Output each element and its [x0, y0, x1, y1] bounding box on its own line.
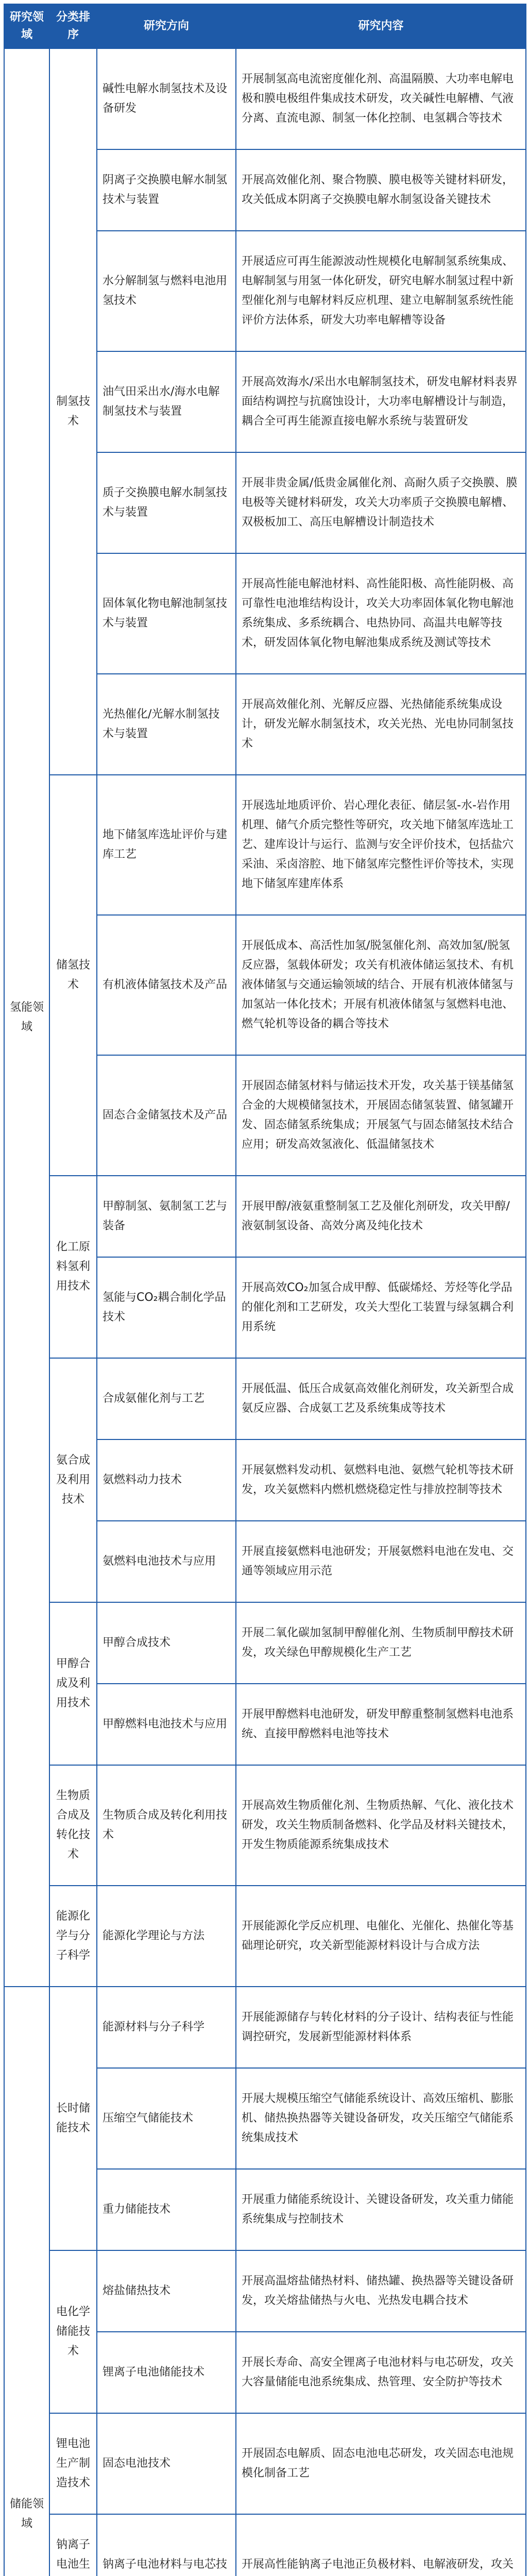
content-cell: 开展高性能钠离子电池正负极材料、电解液研发，攻关 [236, 2514, 526, 2576]
content-cell: 开展固态电解质、固态电池电芯研发，攻关固态电池规模化制备工艺 [236, 2413, 526, 2514]
category-na-mfg: 钠离子电池生 [49, 2514, 97, 2576]
header-row [4, 4, 526, 48]
content-cell: 开展固态储氢材料与储运技术开发，攻关基于镁基储氢合金的大规模储氢技术，开展固态储氢装置、储氢罐开发、固态储氢系统集成；开展氢气与固态储氢技术结合应用；研发高效氢液化、低温储氢技术 [236, 1055, 526, 1176]
content-cell: 开展重力储能系统设计、关键设备研发，攻关重力储能系统集成与控制技术 [236, 2169, 526, 2250]
field-storage: 储能领域 [4, 1987, 49, 2576]
content-cell: 开展能源储存与转化材料的分子设计、结构表征与性能调控研究，发展新型能源材料体系 [236, 1987, 526, 2068]
content-cell: 开展大规模压缩空气储能系统设计、高效压缩机、膨胀机、储热换热器等关键设备研发，攻关压缩空气储能系统集成技术 [236, 2068, 526, 2169]
table-row [4, 1358, 526, 1439]
category-methanol: 甲醇合成及利用技术 [49, 1602, 97, 1765]
table-row [4, 1176, 526, 1257]
content-cell: 开展选址地质评价、岩心理化表征、储层氢-水-岩作用机理、储气介质完整性等研究，攻关地下储氢库选址工艺、建库设计与运行、监测与安全评价技术，包括盐穴采油、采卤溶腔、地下储氢库完整性评价等技术，实现地下储氢库建库体系 [236, 775, 526, 915]
category-long-storage: 长时储能技术 [49, 1987, 97, 2250]
table-row [4, 1602, 526, 1684]
header-content: 研究内容 [236, 4, 526, 48]
direction-cell: 合成氨催化剂与工艺 [97, 1358, 236, 1439]
category-h-chem: 化工原料氢利用技术 [49, 1176, 97, 1358]
content-cell: 开展非贵金属/低贵金属催化剂、高耐久质子交换膜、膜电极等关键材料研发，攻关大功率质子交换膜电解槽、双极板加工、高压电解槽设计制造技术 [236, 452, 526, 553]
table-row [4, 1765, 526, 1886]
direction-cell: 光热催化/光解水制氢技术与装置 [97, 674, 236, 775]
content-cell: 开展能源化学反应机理、电催化、光催化、热催化等基础理论研究，攻关新型能源材料设计与合成方法 [236, 1886, 526, 1987]
direction-cell: 压缩空气储能技术 [97, 2068, 236, 2169]
direction-cell: 能源材料与分子科学 [97, 1987, 236, 2068]
direction-cell: 能源化学理论与方法 [97, 1886, 236, 1987]
category-li-mfg: 锂电池生产制造技术 [49, 2413, 97, 2514]
direction-cell: 氢能与CO₂耦合制化学品技术 [97, 1257, 236, 1358]
direction-cell: 地下储氢库选址评价与建库工艺 [97, 775, 236, 915]
direction-cell: 甲醇燃料电池技术与应用 [97, 1684, 236, 1765]
category-h-store: 储氢技术 [49, 775, 97, 1176]
header-direction: 研究方向 [97, 4, 236, 48]
direction-cell: 锂离子电池储能技术 [97, 2332, 236, 2413]
table-row [4, 2250, 526, 2332]
direction-cell: 氨燃料动力技术 [97, 1439, 236, 1521]
content-cell: 开展高效海水/采出水电解制氢技术，研发电解材料表界面结构调控与抗腐蚀设计，大功率电解槽设计与制造，耦合全可再生能源直接电解水系统与装置研发 [236, 351, 526, 452]
header-category: 分类排序 [49, 4, 97, 48]
direction-cell: 固态电池技术 [97, 2413, 236, 2514]
content-cell: 开展低温、低压合成氨高效催化剂研发，攻关新型合成氨反应器、合成氨工艺及系统集成等技术 [236, 1358, 526, 1439]
category-energy-chem: 能源化学与分子科学 [49, 1886, 97, 1987]
table-row [4, 48, 526, 149]
content-cell: 开展氨燃料发动机、氨燃料电池、氨燃气轮机等技术研发，攻关氨燃料内燃机燃烧稳定性与排放控制等技术 [236, 1439, 526, 1521]
content-cell: 开展高温熔盐储热材料、储热罐、换热器等关键设备研发，攻关熔盐储热与火电、光热发电耦合技术 [236, 2250, 526, 2332]
direction-cell: 固体氧化物电解池制氢技术与装置 [97, 553, 236, 674]
content-cell: 开展直接氨燃料电池研发；开展氨燃料电池在发电、交通等领域应用示范 [236, 1521, 526, 1602]
field-hydrogen: 氢能领域 [4, 48, 49, 1987]
direction-cell: 质子交换膜电解水制氢技术与装置 [97, 452, 236, 553]
direction-cell: 熔盐储热技术 [97, 2250, 236, 2332]
research-table [4, 4, 526, 2576]
table-row [4, 1886, 526, 1987]
content-cell: 开展甲醇燃料电池研发，研发甲醇重整制氢燃料电池系统、直接甲醇燃料电池等技术 [236, 1684, 526, 1765]
direction-cell: 甲醇合成技术 [97, 1602, 236, 1684]
content-cell: 开展高效催化剂、光解反应器、光热储能系统集成设计，研发光解水制氢技术，攻关光热、光电协同制氢技术 [236, 674, 526, 775]
direction-cell: 水分解制氢与燃料电池用氢技术 [97, 231, 236, 351]
category-echem: 电化学储能技术 [49, 2250, 97, 2413]
content-cell: 开展高效生物质催化剂、生物质热解、气化、液化技术研发，攻关生物质制备燃料、化学品及材料关键技术，开发生物质能源系统集成技术 [236, 1765, 526, 1886]
content-cell: 开展高效催化剂、聚合物膜、膜电极等关键材料研发，攻关低成本阴离子交换膜电解水制氢设备关键技术 [236, 149, 526, 231]
table-row [4, 2514, 526, 2576]
direction-cell: 氨燃料电池技术与应用 [97, 1521, 236, 1602]
direction-cell: 碱性电解水制氢技术及设备研发 [97, 48, 236, 149]
content-cell: 开展长寿命、高安全锂离子电池材料与电芯研发，攻关大容量储能电池系统集成、热管理、安全防护等技术 [236, 2332, 526, 2413]
category-h-prod: 制氢技术 [49, 48, 97, 775]
content-cell: 开展高效CO₂加氢合成甲醇、低碳烯烃、芳烃等化学品的催化剂和工艺研发，攻关大型化工装置与绿氢耦合利用系统 [236, 1257, 526, 1358]
direction-cell: 生物质合成及转化利用技术 [97, 1765, 236, 1886]
content-cell: 开展高性能电解池材料、高性能阳极、高性能阴极、高可靠性电池堆结构设计，攻关大功率固体氧化物电解池系统集成、多系统耦合、电热协同、高温共电解等技术，研发固体氧化物电解池集成系统及测试等技术 [236, 553, 526, 674]
category-bio: 生物质合成及转化技术 [49, 1765, 97, 1886]
category-ammonia: 氨合成及利用技术 [49, 1358, 97, 1602]
content-cell: 开展甲醇/液氨重整制氢工艺及催化剂研发，攻关甲醇/液氨制氢设备、高效分离及纯化技术 [236, 1176, 526, 1257]
direction-cell: 油气田采出水/海水电解制氢技术与装置 [97, 351, 236, 452]
direction-cell: 钠离子电池材料与电芯技 [97, 2514, 236, 2576]
content-cell: 开展二氧化碳加氢制甲醇催化剂、生物质制甲醇技术研发，攻关绿色甲醇规模化生产工艺 [236, 1602, 526, 1684]
table-row [4, 1987, 526, 2068]
table-row [4, 775, 526, 915]
table-row [4, 2413, 526, 2514]
content-cell: 开展低成本、高活性加氢/脱氢催化剂、高效加氢/脱氢反应器，氢载体研发；攻关有机液体储运氢技术、有机液体储氢与交通运输领域的结合、开展有机液体储氢与加氢站一体化技术；开展有机液体储氢与氢燃料电池、燃气轮机等设备的耦合等技术 [236, 915, 526, 1055]
content-cell: 开展适应可再生能源波动性规模化电解制氢系统集成、电解制氢与用氢一体化研发，研究电解水制氢过程中新型催化剂与电解材料反应机理、建立电解制氢系统性能评价方法体系，研发大功率电解槽等设备 [236, 231, 526, 351]
direction-cell: 固态合金储氢技术及产品 [97, 1055, 236, 1176]
direction-cell: 重力储能技术 [97, 2169, 236, 2250]
direction-cell: 阴离子交换膜电解水制氢技术与装置 [97, 149, 236, 231]
direction-cell: 有机液体储氢技术及产品 [97, 915, 236, 1055]
direction-cell: 甲醇制氢、氨制氢工艺与装备 [97, 1176, 236, 1257]
content-cell: 开展制氢高电流密度催化剂、高温隔膜、大功率电解电极和膜电极组件集成技术研发，攻关碱性电解槽、气液分离、直流电源、制氢一体化控制、电氢耦合等技术 [236, 48, 526, 149]
header-field: 研究领域 [4, 4, 49, 48]
